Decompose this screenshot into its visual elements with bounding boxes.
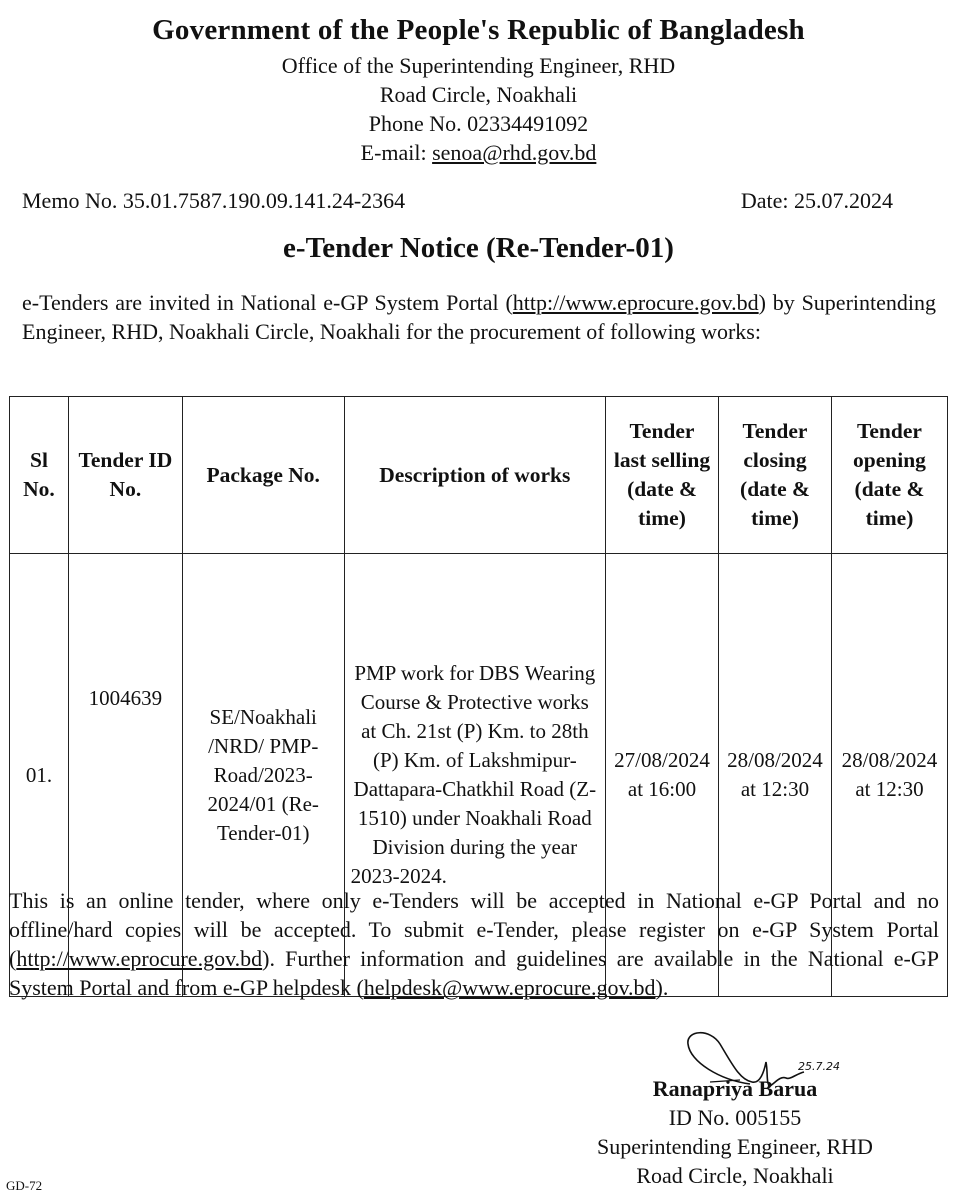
header-sl: Sl No. [10,397,69,554]
office-phone: Phone No. 02334491092 [368,111,589,136]
office-circle: Road Circle, Noakhali [379,82,578,107]
header-closing: Tender closing (date & time) [719,397,832,554]
eprocure-link-2[interactable]: http://www.eprocure.gov.bd [16,946,263,971]
cell-opening: 28/08/2024 at 12:30 [831,554,947,997]
intro-paragraph [22,288,936,346]
intro-text-1: e-Tenders are invited in National e-GP System Portal ( [22,290,513,315]
office-email-line [0,139,957,167]
header-description: Description of works [344,397,605,554]
cell-package: SE/Noakhali /NRD/ PMP-Road/2023-2024/01 (Re-Tender-01) [182,554,344,997]
cell-last-selling: 27/08/2024 at 16:00 [606,554,719,997]
intro-text-2: ) by Superintending Engineer, RHD, Noakhali Circle, Noakhali for the procurement of following works: [22,290,937,344]
eprocure-link[interactable]: http://www.eprocure.gov.bd [512,290,759,315]
outro-text-3: ). [655,975,669,1000]
signatory-circle: Road Circle, Noakhali [636,1163,834,1188]
memo-number: Memo No. 35.01.7587.190.09.141.24-2364 [22,188,406,213]
notice-title: e-Tender Notice (Re-Tender-01) [283,232,674,264]
office-name: Office of the Superintending Engineer, RHD [281,53,676,78]
memo-date: Date: 25.07.2024 [740,188,893,213]
table-header-row [10,397,948,554]
government-title: Government of the People's Republic of Bangladesh [152,14,805,46]
helpdesk-email-link[interactable]: helpdesk@www.eprocure.gov.bd [363,975,656,1000]
cell-sl: 01. [10,554,69,997]
header-last-selling: Tender last selling (date & time) [606,397,719,554]
signatory-id: ID No. 005155 [668,1105,802,1130]
outro-text-1: This is an online tender, where only e-Tenders will be accepted in National e-GP Portal and no offline/hard copies will be accepted. To submit e-Tender, please register on e-GP System Portal ( [9,888,939,971]
outro-text-2: ). Further information and guidelines are available in the National e-GP System Portal and from e-GP helpdesk ( [9,946,939,1000]
header-opening: Tender opening (date & time) [831,397,947,554]
outro-paragraph [9,886,939,1002]
header-tender-id: Tender ID No. [68,397,182,554]
footer-code: GD-72 [6,1178,43,1193]
signatory-designation: Superintending Engineer, RHD [597,1134,873,1159]
signature-block [560,1074,910,1190]
cell-description: PMP work for DBS Wearing Course & Protective works at Ch. 21st (P) Km. to 28th (P) Km. of Lakshmipur-Dattapara-Chatkhil Road (Z-1510) under Noakhali Road Division during the year 2023-2024. [344,554,605,997]
handwritten-date: 25.7.24 [798,1060,840,1073]
email-label: E-mail: [360,140,433,165]
header-package: Package No. [182,397,344,554]
email-link[interactable]: senoa@rhd.gov.bd [432,140,597,165]
signatory-name: Ranapriya Barua [652,1076,818,1101]
cell-tender-id: 1004639 [68,554,182,997]
cell-closing: 28/08/2024 at 12:30 [719,554,832,997]
